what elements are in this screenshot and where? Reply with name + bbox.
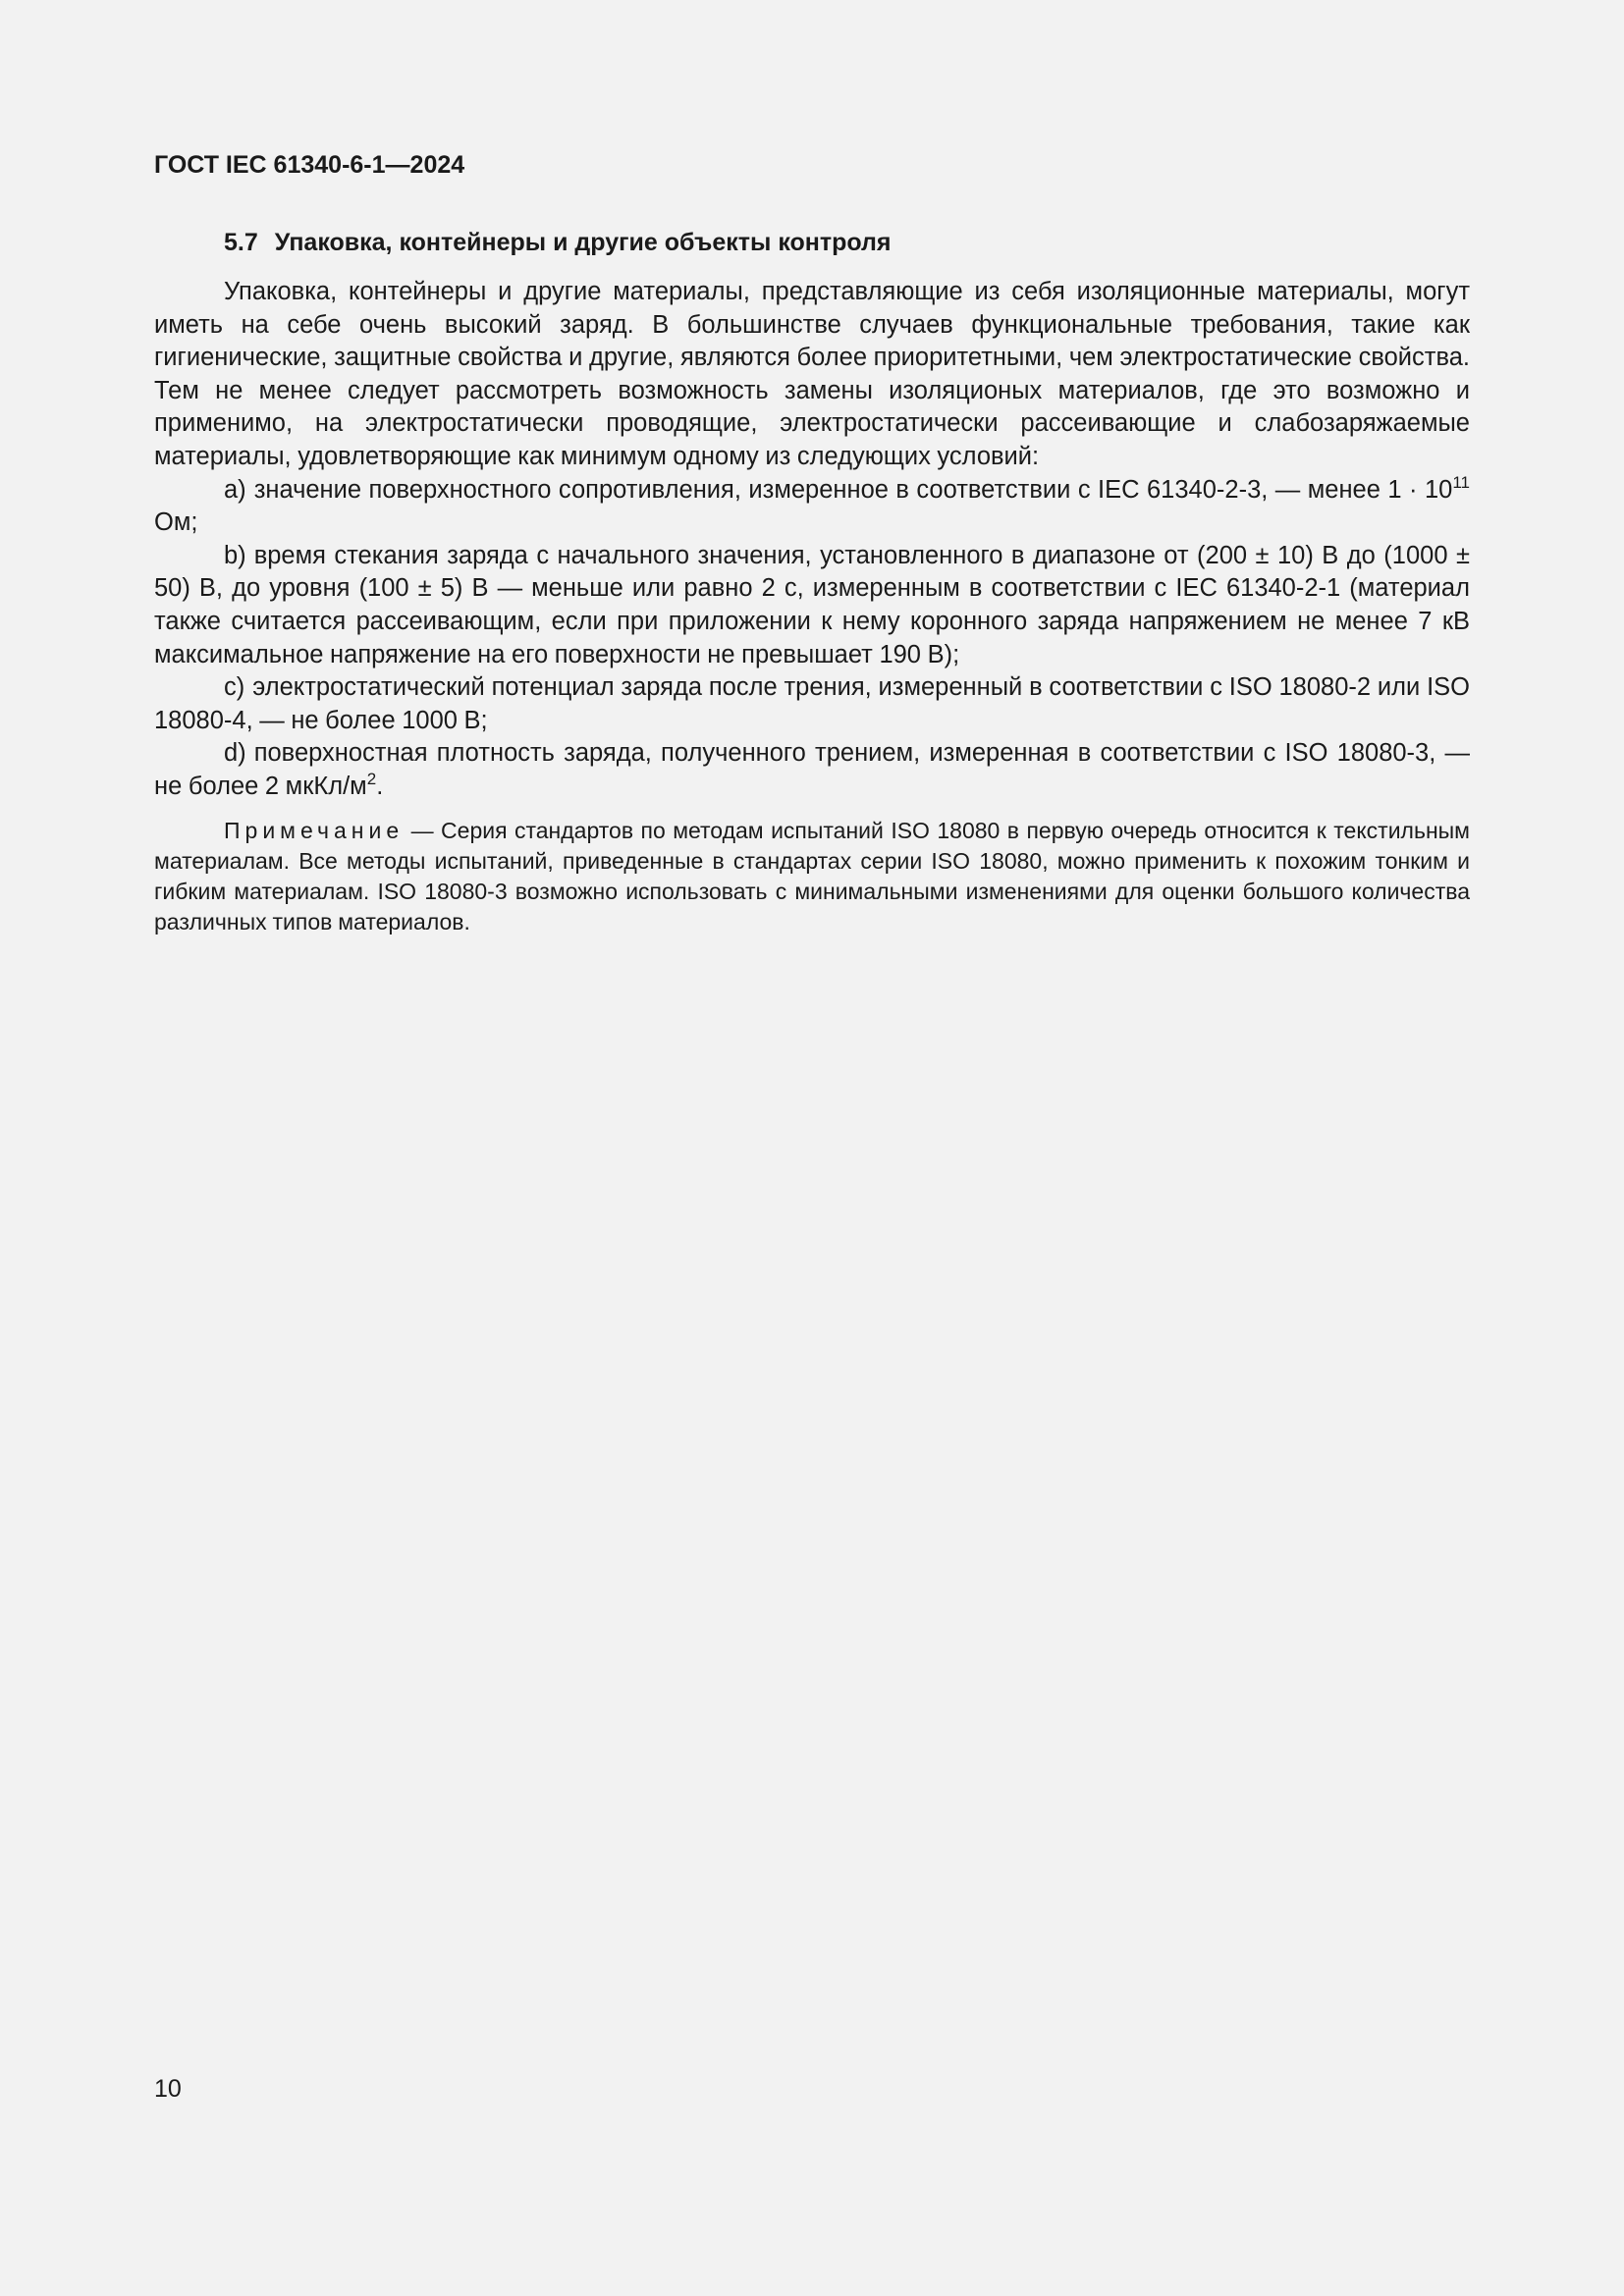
list-item-tail: . — [376, 772, 384, 800]
list-item-d — [154, 737, 1470, 803]
list-marker: c) — [224, 673, 245, 702]
section-number: 5.7 — [224, 229, 258, 256]
note-label: Примечание — [224, 817, 405, 843]
page-number: 10 — [154, 2075, 182, 2103]
note-paragraph — [154, 816, 1470, 937]
section-heading — [154, 223, 1470, 262]
note-text: — Серия стандартов по методам испытаний ISO 18080 в первую очередь относится к текстильным материалам. Все методы испытаний, приведенные в стандартах серии ISO 18080, можно применить к похожим тонким и гибким материалам. ISO 18080-3 возможно использовать с минимальными изменениями для оценки большого количества различных типов материалов. — [154, 817, 1470, 934]
list-item-text: электростатический потенциал заряда после трения, измеренный в соответствии с ISO 18080-2 или ISO 18080-4, — не более 1000 В; — [154, 673, 1470, 734]
list-item-tail: Ом; — [154, 508, 198, 537]
section-title: Упаковка, контейнеры и другие объекты контроля — [274, 229, 892, 256]
intro-paragraph: Упаковка, контейнеры и другие материалы, представляющие из себя изоляционные материалы, могут иметь на себе очень высокий заряд. В большинстве случаев функциональные требования, такие как гигиенические, защитные свойства и другие, являются более приоритетными, чем электростатические свойства. Тем не менее следует рассмотреть возможность замены изоляционых материалов, где это возможно и применимо, на электростатически проводящие, электростатически рассеивающие и слабозаряжаемые материалы, удовлетворяющие как минимум одному из следующих условий: — [154, 278, 1470, 470]
document-header: ГОСТ IEC 61340-6-1—2024 — [154, 151, 465, 179]
list-item-text: время стекания заряда с начального значения, установленного в диапазоне от (200 ± 10) В до (1000 ± 50) В, до уровня (100 ± 5) В — меньше или равно 2 с, измеренным в соответствии с IEC 61340-2-1 (материал также считается рассеивающим, если при приложении к нему коронного заряда напряжением не менее 7 кВ максимальное напряжение на его поверхности не превышает 190 В); — [154, 541, 1470, 668]
document-body — [154, 223, 1470, 937]
list-marker: a) — [224, 475, 246, 504]
list-item-b — [154, 540, 1470, 671]
list-marker: d) — [224, 739, 246, 768]
list-item-c — [154, 671, 1470, 737]
list-item-text: значение поверхностного сопротивления, измеренное в соответствии с IEC 61340-2-3, — менее 1 · 10 — [253, 475, 1453, 504]
list-item-text: поверхностная плотность заряда, полученного трением, измеренная в соответствии с ISO 18080-3, — не более 2 мкКл/м — [154, 739, 1470, 800]
list-marker: b) — [224, 541, 246, 569]
superscript: 2 — [366, 769, 377, 788]
superscript: 11 — [1452, 472, 1470, 492]
list-item-a — [154, 474, 1470, 540]
